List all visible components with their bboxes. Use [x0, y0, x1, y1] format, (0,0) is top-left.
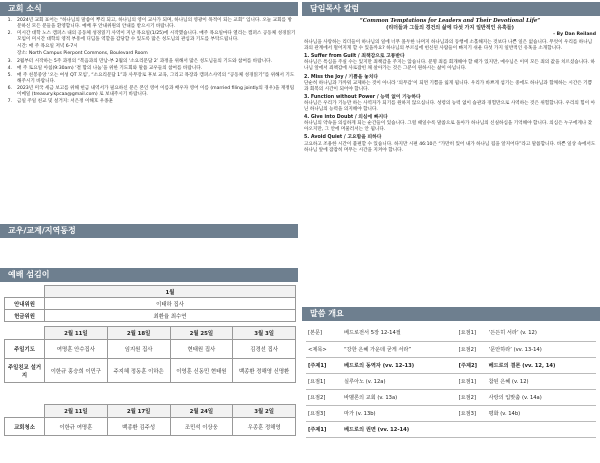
column-author: - By Dan Reiland	[553, 32, 596, 37]
worship-servants-header: 예배 섬김이	[0, 268, 298, 282]
pastor-column	[304, 18, 596, 156]
month-header: 1월	[45, 286, 296, 298]
column-paragraph: 하나님을 사랑하는 리더들이 하나님의 일에 너무 몰두한 나머지 하나님과의 동행에 소홀해지는 것보다 나쁜 일은 없습니다. 무엇이 우리를 하나님과의 관계에서 멀어지게 할 수 있을까요? 하나님의 부르심에 헌신된 사람들이 빠지기 쉬운 다섯 가지 일반적인 유혹을 소개합니다.	[304, 40, 593, 52]
table-row: 주일기도 여명훈 안수집사 임지원 집사 현태원 집사 김경선 집사	[5, 340, 296, 359]
list-item: 5. 매 주 친봉중앙 ‘오는 여성 QT 모임’, “소요리문답 1”과 사무장로 후보 교육, 그리고 목장과 캠퍼스사역의 “공동체 성경읽기”를 위해서 기도해주시기 바랍니다.	[7, 72, 295, 84]
duty-table-sunday: 2월 11일 2월 18일 2월 25일 3월 3일 주일기도 여명훈 안수집사 임지원 집사 현태원 집사 김경선 집사 주일친교 설거지 이한규 홍승희 이민구 주지혜 정동훈 이하은 이영훈 신동민 현태원 백종환 정해영 신명환	[4, 326, 296, 383]
column-point-title: 2. Miss the Joy / 기쁨을 놓치다	[304, 74, 379, 80]
community-news-header: 교우/교계/지역동정	[0, 224, 298, 238]
column-paragraph: 단순히 하나님과 가까워 교제하는 것이 아니라 ‘의무감’이 되면 기쁨을 잃게 됩니다. 우리가 바쁘게 섬기는 중에도 하나님과 함께하는 시간은 기쁨과 회복의 시간이 되어야 합니다.	[304, 80, 593, 92]
column-paragraph: 하나님은 우리가 기능만 하는 사역자가 되기를 원하지 않으십니다. 성령의 능력 없이 습관과 경험만으로 사역하는 것은 위험합니다. 우리의 힘이 아닌 하나님의 능력을 의지해야 합니다.	[304, 100, 596, 113]
column-paragraph: 고요하고 조용한 시간이 불편할 수 있습니다. 하지만 시편 46:10은 “가만히 있어 내가 하나님 됨을 알지어다”라고 말씀합니다. 바쁜 일상 속에서도 하나님 앞에 잠잠히 머무는 시간을 지켜야 합니다.	[304, 141, 596, 153]
duty-table-cleaning: 2월 11일 2월 17일 2월 24일 3월 2일 교회청소 이한규 여명훈 백종환 김주성 조민석 이상웅 우종훈 정해영	[4, 404, 296, 436]
table-row: 주일친교 설거지 이한규 홍승희 이민구 주지혜 정동훈 이하은 이영훈 신동민 현태원 백종환 정해영 신명환	[5, 359, 296, 383]
column-paragraph: 하나님은 특심을 주실 수는 있지만 죄책감을 주지는 않습니다. 분명 죄를 회개해야 할 때가 있지만, 예수님은 이미 모든 죄의 값을 치르셨습니다. 하나님 앞에서 죄책감에 사로잡힌 채 살아가는 것은 그분이 원하시는 삶이 아닙니다.	[304, 60, 595, 72]
church-news-list	[4, 18, 296, 106]
list-item: 장소: North Campus Pierpont Commons, Boulevard Room	[17, 51, 148, 57]
table-row: <제목> “강한 은혜 가운데 굳게 서라” [요점2] ‘문안하라’ (vv. 13-14)	[306, 341, 596, 357]
sermon-outline-header: 말씀 개요	[302, 307, 600, 321]
column-title: “Common Temptations for Leaders and Their Devotional Life”	[359, 18, 541, 24]
sermon-outline-table	[306, 325, 596, 438]
table-row: [요점2] 바벨론의 교회 (v. 13a) [요점2] 사랑의 입맞춤 (v. 14a)	[306, 389, 596, 405]
table-row: [요점1] 실루아노 (v. 12a) [요점1] 참된 은혜 (v. 12)	[306, 373, 596, 389]
list-item: 2. 미시간 대학 노스 캠퍼스 내의 공동체 성경읽기 사역이 지난 목요일(1/25)에 시작했습니다. 매주 목요일마다 열리는 캠퍼스 공동체 성경읽기 모임이 미시간 대학의 영적 부흥에 디딤돌 역할을 감당할 수 있도록 많은 성도님의 관심과 기도를 부탁드립니다.	[7, 31, 296, 43]
list-item: 3. 2월부터 시작하는 5주 과정의 “복음과의 만남-부 2월의 ‘소요리문답 2’ 과정을 위해서 많은 성도님들의 기도와 참여를 바랍니다.	[7, 58, 273, 64]
table-row: [본문] 베드로전서 5장 12-14절 [요점1] ‘든든히 서라’ (v. 12)	[306, 325, 596, 341]
church-news-header: 교회 소식	[0, 2, 298, 16]
list-item: 7. 금일 주일 친교 및 설거지: 서은정 이해호 우종훈	[7, 99, 114, 105]
column-point-title: 4. Give into Doubt / 의심에 빠지다	[304, 115, 388, 121]
table-row: [요점3] 마가 (v. 13b) [요점3] 평화 (v. 14b)	[306, 405, 596, 421]
list-item: 4. 매 주 토요일 아침(9:30am) ‘결 함의 나눔’을 위한 기도회와 말씀 교우들의 참여를 바랍니다.	[7, 65, 203, 71]
column-paragraph: 하나님의 약속을 의심하게 되는 순간들이 있습니다. 그럴 때일수록 말씀으로 돌아가 하나님의 신실하심을 기억해야 합니다. 의심은 누구에게나 찾아오지만, 그 안에 머물러서는 안 됩니다.	[304, 121, 593, 133]
list-item: 1. 2024년 교회 표어는 “하나님의 말씀이 뿌리 되고, 하나님의 영이 교사가 되며, 하나님의 영광이 목적이 되는 교회” 입니다. 오늘 교회를 방문하신 모든 분들을 환영합니다. 예배 후 안내위원의 안내를 받으시기 바랍니다.	[7, 18, 292, 30]
table-row: [주제1] 베드로의 동역자 (vv. 12-13) [주제2] 베드로의 결론 (vv. 12, 14)	[306, 357, 596, 373]
duty-table-january: 1월 안내위원 이태하 집사 헌금위원 최환율 최수연	[4, 285, 296, 322]
list-item: 시간: 매 주 목요일 저녁 6-7시	[17, 44, 78, 50]
column-subtitle: (리더들과 그들의 경건의 삶에 다섯 가지 일반적인 유혹들)	[386, 25, 514, 31]
table-row: [주제1] 베드로의 권면 (vv. 12-14)	[306, 421, 596, 437]
column-point-title: 1. Suffer from Guilt / 죄책감으로 고통받다	[304, 54, 405, 60]
column-point-title: 3. Function without Power / 능력 없이 기능하다	[304, 94, 421, 100]
table-row: 교회청소 이한규 여명훈 백종환 김주성 조민석 이상웅 우종훈 정해영	[5, 418, 296, 436]
list-item: 6. 2023년 미국 세금 보고를 위해 헌금 내역서가 필요하신 분은 본인 영어 이름과 배우자 영어 이름 (married filing jointly의 경우)을 재정팀 이메일 (treasury.kpcaa@gmail.com) 로 보내주시기 바랍니다.	[7, 85, 295, 98]
pastor-column-header: 담임목사 칼럼	[302, 2, 600, 16]
column-point-title: 5. Avoid Quiet / 고요함을 피하다	[304, 135, 382, 141]
